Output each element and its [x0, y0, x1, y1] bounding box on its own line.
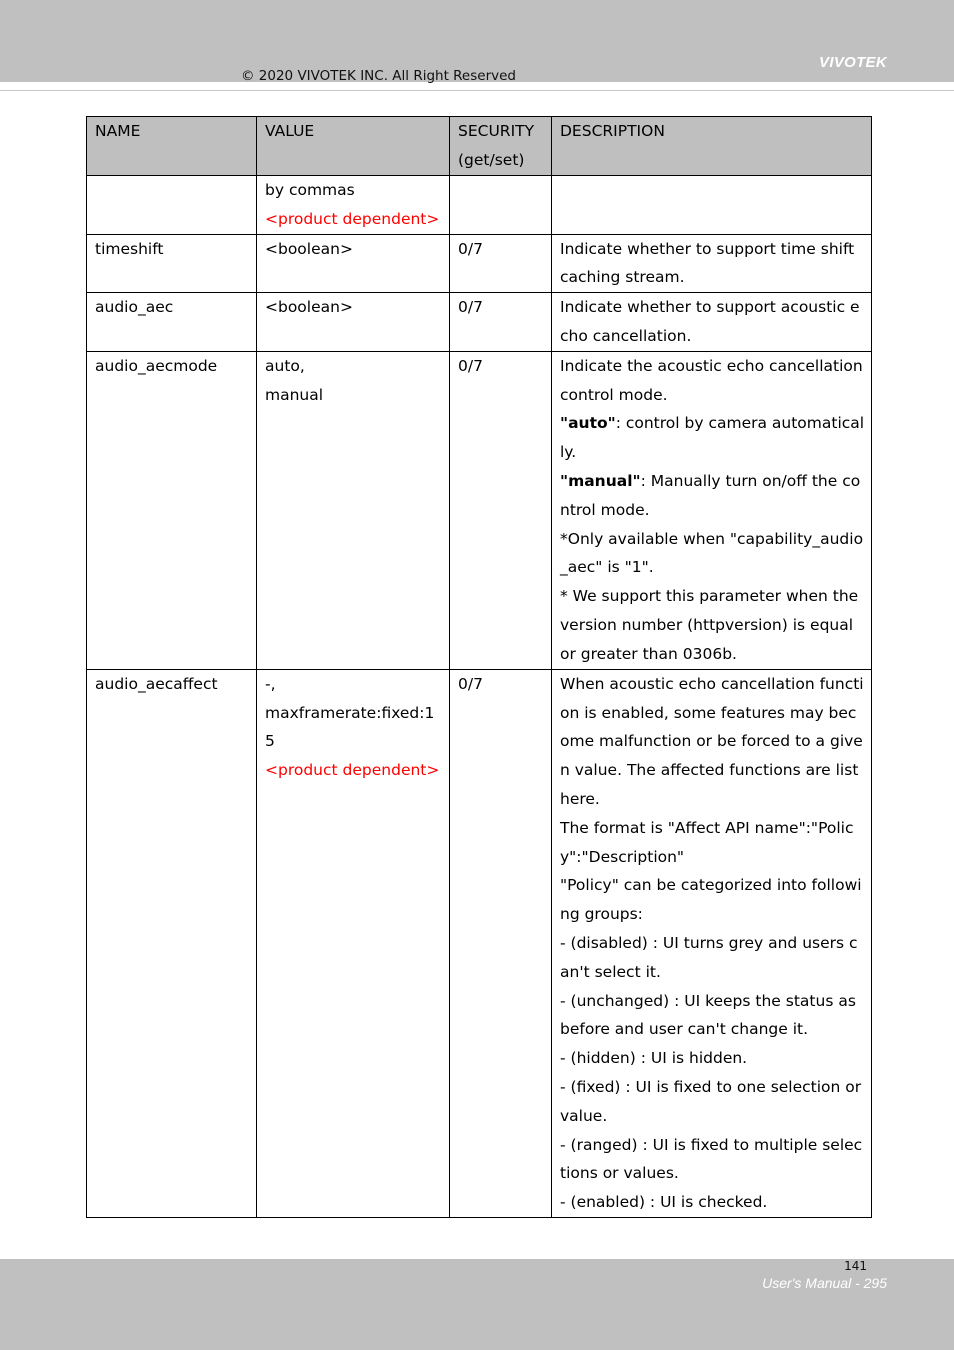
cell-description	[552, 669, 872, 1217]
description-note: * We support this parameter when the version number (httpversion) is equal or greater than 0306b.	[560, 587, 859, 663]
cell-value: <boolean>	[257, 234, 450, 293]
cell-security: 0/7	[450, 293, 552, 352]
value-product-dependent: <product dependent>	[265, 209, 440, 228]
header-security	[450, 117, 552, 176]
brand-logo: VIVOTEK	[819, 54, 887, 71]
header-name: NAME	[87, 117, 257, 176]
cell-description	[552, 351, 872, 669]
description-line: When acoustic echo cancellation function is enabled, some features may become malfunction or be forced to a given value. The affected functions are list here.	[560, 674, 864, 808]
description-line: - (enabled) : UI is checked.	[560, 1193, 768, 1212]
header-value: VALUE	[257, 117, 450, 176]
cell-name: timeshift	[87, 234, 257, 293]
table-row	[87, 351, 872, 669]
cell-description	[552, 176, 872, 235]
table-row	[87, 234, 872, 293]
description-line: - (ranged) : UI is fixed to multiple selections or values.	[560, 1135, 863, 1183]
header-description: DESCRIPTION	[552, 117, 872, 176]
value-product-dependent: <product dependent>	[265, 761, 440, 780]
description-line: "Policy" can be categorized into following groups:	[560, 876, 862, 924]
cell-name: audio_aecmode	[87, 351, 257, 669]
description-line: - (unchanged) : UI keeps the status as before and user can't change it.	[560, 991, 856, 1039]
header-security-line1: SECURITY	[458, 122, 535, 140]
description-intro: Indicate the acoustic echo cancellation control mode.	[560, 356, 863, 404]
description-note: *Only available when "capability_audio_aec" is "1".	[560, 529, 864, 577]
cell-value: <boolean>	[257, 293, 450, 352]
cell-security: 0/7	[450, 351, 552, 669]
parameter-table	[86, 116, 872, 1218]
cell-name: audio_aecaffect	[87, 669, 257, 1217]
cell-name	[87, 176, 257, 235]
header-security-line2: (get/set)	[458, 150, 525, 169]
description-line: - (hidden) : UI is hidden.	[560, 1049, 748, 1068]
cell-security	[450, 176, 552, 235]
cell-value	[257, 351, 450, 669]
cell-security: 0/7	[450, 234, 552, 293]
cell-security: 0/7	[450, 669, 552, 1217]
value-line: auto,	[265, 356, 305, 375]
manual-page-label: User's Manual - 295	[762, 1275, 887, 1291]
cell-description: Indicate whether to support acoustic echo cancellation.	[552, 293, 872, 352]
table-header-row	[87, 117, 872, 176]
auto-desc: : control by camera automatically.	[560, 414, 865, 462]
page-footer	[0, 1259, 954, 1350]
manual-desc: : Manually turn on/off the control mode.	[560, 471, 861, 519]
cell-name: audio_aec	[87, 293, 257, 352]
value-line: maxframerate:fixed:15	[265, 703, 435, 751]
cell-description: Indicate whether to support time shift caching stream.	[552, 234, 872, 293]
value-line: -,	[265, 674, 276, 693]
value-line: manual	[265, 385, 324, 404]
page-number: 141	[844, 1259, 867, 1273]
description-line: - (disabled) : UI turns grey and users can't select it.	[560, 933, 858, 981]
description-line: - (fixed) : UI is fixed to one selection or value.	[560, 1077, 862, 1125]
description-auto	[560, 409, 865, 467]
description-manual	[560, 467, 865, 525]
copyright-text: © 2020 VIVOTEK INC. All Right Reserved	[241, 68, 516, 84]
manual-term: "manual"	[560, 471, 641, 490]
header-divider	[0, 90, 954, 91]
auto-term: "auto"	[560, 414, 616, 433]
cell-value	[257, 176, 450, 235]
cell-value	[257, 669, 450, 1217]
description-line: The format is "Affect API name":"Policy":"Description"	[560, 818, 854, 866]
value-line: by commas	[265, 181, 355, 199]
table-row	[87, 176, 872, 235]
table-row	[87, 669, 872, 1217]
table-row	[87, 293, 872, 352]
